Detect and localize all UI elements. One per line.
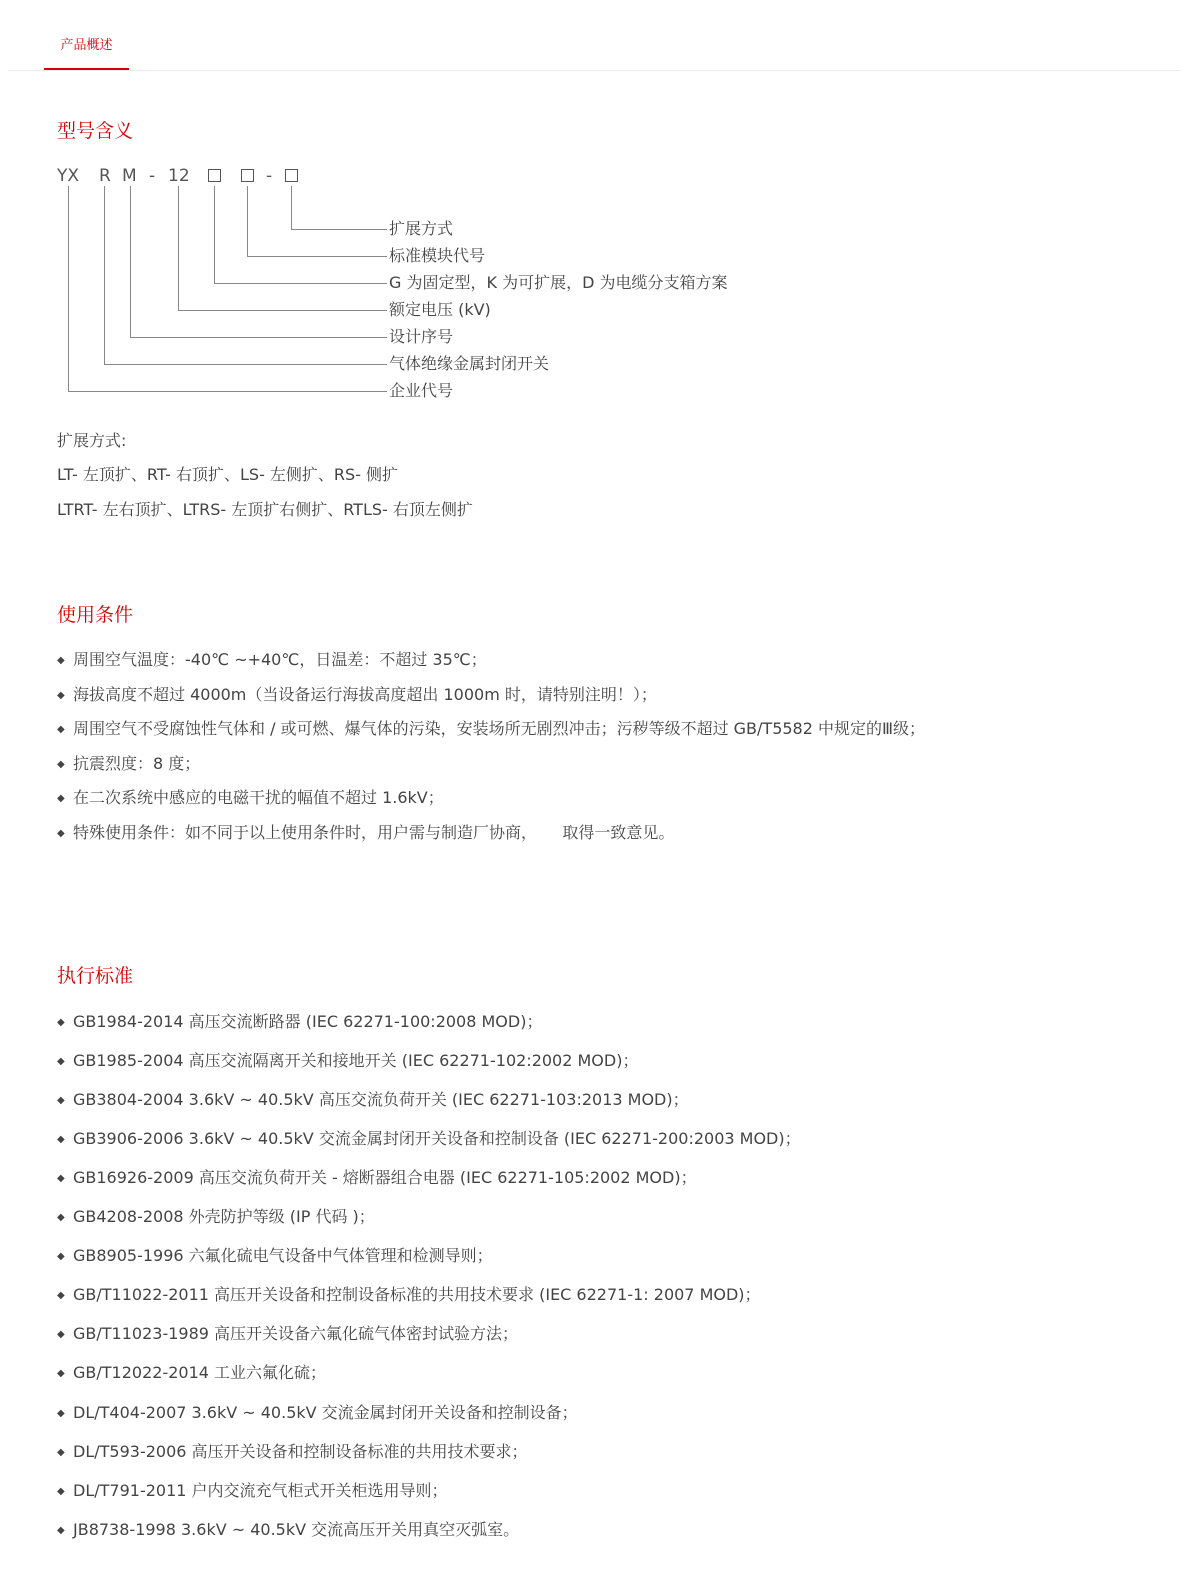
extension-heading: 扩展方式: — [57, 431, 127, 450]
list-item: ◆ GB4208-2008 外壳防护等级 (IP 代码 )； — [57, 1207, 375, 1226]
model-code-r: R — [99, 166, 111, 186]
bullet-icon: ◆ — [57, 1329, 65, 1340]
model-code-box-2 — [241, 169, 254, 182]
list-item: ◆ GB16926-2009 高压交流负荷开关 - 熔断器组合电器 (IEC 62271-105:2002 MOD)； — [57, 1168, 697, 1187]
connector-line — [130, 186, 131, 337]
connector-line — [178, 186, 179, 310]
bullet-icon: ◆ — [57, 1095, 65, 1106]
bullet-icon: ◆ — [57, 1056, 65, 1067]
model-label-design-no: 设计序号 — [389, 327, 454, 346]
bullet-icon: ◆ — [57, 690, 65, 701]
bullet-icon: ◆ — [57, 1212, 65, 1223]
bullet-icon: ◆ — [57, 1251, 65, 1262]
bullet-icon: ◆ — [57, 793, 65, 804]
list-item: ◆ GB1985-2004 高压交流隔离开关和接地开关 (IEC 62271-102:2002 MOD)； — [57, 1051, 639, 1070]
list-item: ◆ JB8738-1998 3.6kV ~ 40.5kV 交流高压开关用真空灭弧室。 — [57, 1520, 520, 1539]
connector-line — [214, 186, 215, 283]
list-item: ◆ 抗震烈度：8 度； — [57, 754, 201, 773]
list-item: ◆ GB/T11022-2011 高压开关设备和控制设备标准的共用技术要求 (IEC 62271-1: 2007 MOD)； — [57, 1285, 761, 1304]
model-code-voltage: 12 — [168, 166, 190, 186]
bullet-icon: ◆ — [57, 1173, 65, 1184]
model-label-module-code: 标准模块代号 — [389, 246, 486, 265]
model-code-dash-2: - — [266, 166, 273, 186]
model-code-box-1 — [208, 169, 221, 182]
model-code-dash: - — [149, 166, 156, 186]
bullet-icon: ◆ — [57, 1486, 65, 1497]
model-meaning-title: 型号含义 — [57, 120, 134, 142]
extension-line: LTRT- 左右顶扩、LTRS- 左顶扩右侧扩、RTLS- 右顶左侧扩 — [57, 500, 473, 519]
connector-line — [104, 364, 387, 365]
list-item: ◆ DL/T791-2011 户内交流充气柜式开关柜选用导则； — [57, 1481, 448, 1500]
model-label-voltage: 额定电压 (kV) — [389, 300, 491, 319]
connector-line — [130, 337, 387, 338]
bullet-icon: ◆ — [57, 1368, 65, 1379]
bullet-icon: ◆ — [57, 724, 65, 735]
tab-product-overview[interactable] — [44, 0, 129, 70]
bullet-icon: ◆ — [57, 1447, 65, 1458]
model-code-m: M — [122, 166, 137, 186]
model-label-extension: 扩展方式 — [389, 219, 454, 238]
list-item: ◆ DL/T404-2007 3.6kV ~ 40.5kV 交流金属封闭开关设备和控制设备； — [57, 1403, 578, 1422]
bullet-icon: ◆ — [57, 1525, 65, 1536]
bullet-icon: ◆ — [57, 828, 65, 839]
connector-line — [247, 256, 387, 257]
list-item: ◆ DL/T593-2006 高压开关设备和控制设备标准的共用技术要求； — [57, 1442, 528, 1461]
model-label-company: 企业代号 — [389, 381, 454, 400]
bullet-icon: ◆ — [57, 759, 65, 770]
bullet-icon: ◆ — [57, 1017, 65, 1028]
list-item: ◆ 特殊使用条件：如不同于以上使用条件时，用户需与制造厂协商， 取得一致意见。 — [57, 823, 675, 842]
conditions-title: 使用条件 — [57, 604, 134, 626]
list-item: ◆ 周围空气温度：-40℃ ~+40℃，日温差：不超过 35℃； — [57, 650, 487, 669]
list-item: ◆ 周围空气不受腐蚀性气体和 / 或可燃、爆气体的污染，安装场所无剧烈冲击；污秽等级不超过 GB/T5582 中规定的Ⅲ级； — [57, 719, 926, 738]
connector-line — [291, 186, 292, 229]
list-item: ◆ GB1984-2014 高压交流断路器 (IEC 62271-100:2008 MOD)； — [57, 1012, 543, 1031]
tab-label: 产品概述 — [60, 38, 113, 53]
model-label-type: G 为固定型，K 为可扩展，D 为电缆分支箱方案 — [389, 273, 728, 292]
connector-line — [68, 391, 387, 392]
list-item: ◆ GB/T12022-2014 工业六氟化硫； — [57, 1363, 327, 1382]
model-code-box-3 — [285, 169, 298, 182]
list-item: ◆ 海拔高度不超过 4000m（当设备运行海拔高度超出 1000m 时，请特别注明！）； — [57, 685, 657, 704]
list-item: ◆ GB3804-2004 3.6kV ~ 40.5kV 高压交流负荷开关 (IEC 62271-103:2013 MOD)； — [57, 1090, 689, 1109]
list-item: ◆ GB/T11023-1989 高压开关设备六氟化硫气体密封试验方法； — [57, 1324, 519, 1343]
model-code-yx: YX — [57, 166, 80, 186]
connector-line — [291, 229, 387, 230]
connector-line — [68, 186, 69, 391]
bullet-icon: ◆ — [57, 1290, 65, 1301]
list-item: ◆ GB3906-2006 3.6kV ~ 40.5kV 交流金属封闭开关设备和控制设备 (IEC 62271-200:2003 MOD)； — [57, 1129, 801, 1148]
model-label-gis: 气体绝缘金属封闭开关 — [389, 354, 550, 373]
list-item: ◆ GB8905-1996 六氟化硫电气设备中气体管理和检测导则； — [57, 1246, 493, 1265]
bullet-icon: ◆ — [57, 1134, 65, 1145]
extension-line: LT- 左顶扩、RT- 右顶扩、LS- 左侧扩、RS- 侧扩 — [57, 465, 399, 484]
connector-line — [214, 283, 387, 284]
connector-line — [247, 186, 248, 256]
connector-line — [178, 310, 387, 311]
standards-title: 执行标准 — [57, 965, 134, 987]
list-item: ◆ 在二次系统中感应的电磁干扰的幅值不超过 1.6kV； — [57, 788, 444, 807]
bullet-icon: ◆ — [57, 655, 65, 666]
tab-bar — [8, 0, 1180, 71]
bullet-icon: ◆ — [57, 1408, 65, 1419]
connector-line — [104, 186, 105, 364]
